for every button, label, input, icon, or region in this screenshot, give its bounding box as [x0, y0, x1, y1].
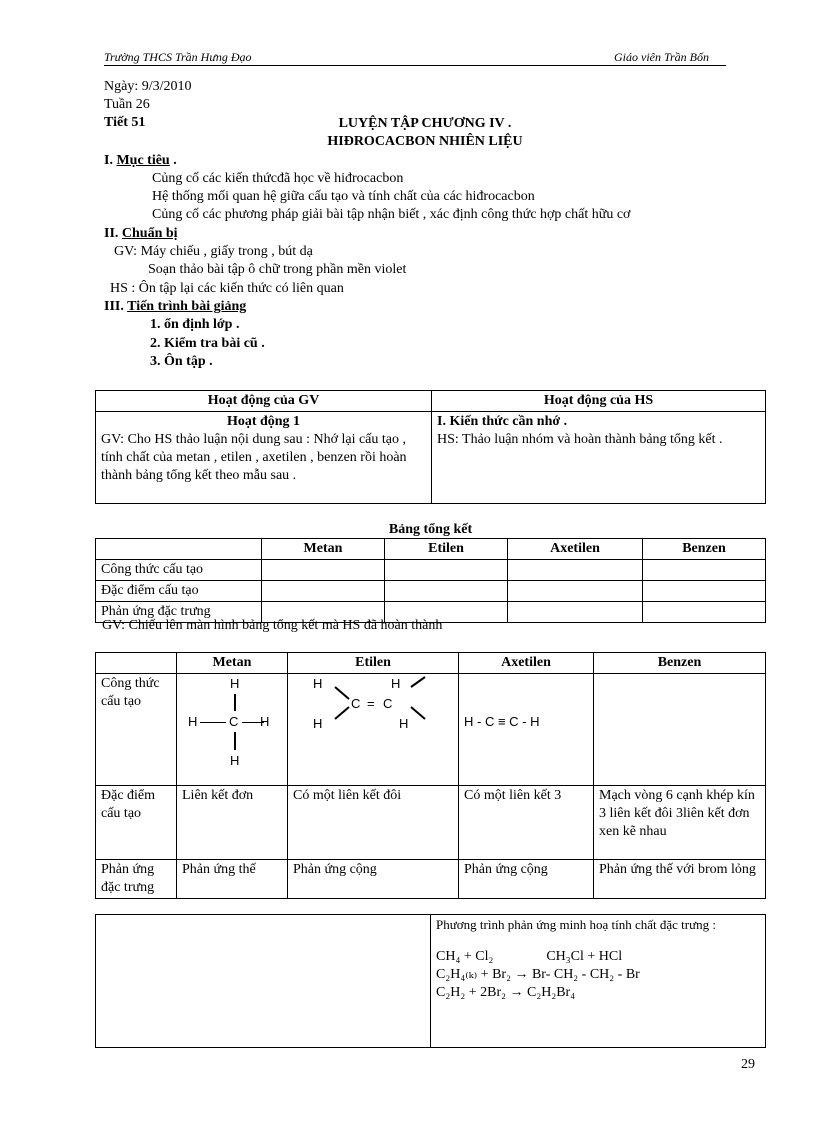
atom-c: C	[351, 696, 361, 711]
filled-table	[95, 652, 766, 899]
filled-cell: Có một liên kết 3	[459, 786, 594, 860]
process-heading-num: III.	[104, 299, 124, 314]
projection-note: GV: Chiếu lên màn hình bảng tổng kết mà HS đã hoàn thành	[102, 618, 443, 633]
activity-gv-text: GV: Cho HS thảo luận nội dung sau : Nhớ lại cấu tạo , tính chất của metan , etilen , axetilen , benzen rồi hoàn thành bảng tổng kết theo mẫu sau .	[101, 432, 407, 483]
prep-hs-line: HS : Ôn tập lại các kiến thức có liên quan	[110, 281, 344, 296]
activity-col-gv: Hoạt động của GV	[96, 391, 432, 412]
equation-2: C₂H₄₍ₖ₎ + Br₂ → Br- CH₂ - CH₂ - Br	[436, 967, 640, 982]
table-row	[96, 560, 766, 581]
table-row	[96, 581, 766, 602]
summary-row-label: Đặc điểm cấu tạo	[96, 581, 262, 602]
lesson-number: Tiết 51	[104, 115, 146, 130]
objectives-heading-text: Mục tiêu	[116, 153, 170, 168]
activity-hs-cell	[432, 412, 766, 504]
objective-item: Hệ thống mối quan hệ giữa cấu tạo và tính chất của các hiđrocacbon	[152, 189, 535, 204]
teacher-name: Giáo viên Trần Bốn	[614, 50, 709, 64]
atom-c: C	[383, 696, 393, 711]
objectives-heading	[104, 152, 177, 170]
table-row	[96, 860, 766, 899]
page-number: 29	[741, 1057, 755, 1072]
equations-empty-cell	[96, 915, 431, 1048]
atom-c: C	[229, 714, 239, 729]
double-bond: =	[367, 696, 375, 711]
title-line-1: LUYỆN TẬP CHƯƠNG IV .	[338, 116, 512, 131]
atom-h: H	[230, 753, 240, 768]
equation-1-right: CH₃Cl + HCl	[546, 949, 623, 964]
activity-table	[95, 390, 766, 504]
filled-cell: Liên kết đơn	[177, 786, 288, 860]
activity-hs-text: HS: Thảo luận nhóm và hoàn thành bảng tổng kết .	[437, 432, 723, 447]
filled-cell: Phản ứng thế	[177, 860, 288, 899]
metan-structure	[177, 674, 288, 786]
summary-col-header: Metan	[262, 539, 385, 560]
activity-hs-title: I. Kiến thức cần nhớ .	[437, 414, 568, 429]
school-name: Trường THCS Trần Hưng Đạo	[104, 50, 252, 64]
filled-col-header: Benzen	[594, 653, 766, 674]
atom-h: H	[313, 716, 323, 731]
summary-col-header: Benzen	[643, 539, 766, 560]
atom-h: H	[260, 714, 270, 729]
summary-col-header: Etilen	[385, 539, 508, 560]
prep-gv-line-2: Soạn thảo bài tập ô chữ trong phần mền violet	[148, 262, 407, 277]
bond-line	[234, 732, 236, 750]
axetilen-formula: H - C ≡ C - H	[464, 714, 540, 729]
equations-table	[95, 914, 766, 1048]
process-heading-text: Tiến trình bài giảng	[127, 299, 247, 314]
bond-line	[234, 694, 236, 711]
objectives-heading-num: I.	[104, 153, 113, 168]
summary-row-label: Phản ứng đặc trưng	[96, 602, 262, 623]
summary-caption: Bảng tổng kết	[388, 522, 473, 537]
atom-h: H	[230, 676, 240, 691]
filled-cell: Có một liên kết đôi	[288, 786, 459, 860]
process-step: 3. Ôn tập .	[150, 354, 213, 369]
filled-col-header: Metan	[177, 653, 288, 674]
bond-line	[200, 722, 226, 723]
summary-col-header: Axetilen	[508, 539, 643, 560]
axetilen-structure	[459, 674, 594, 786]
table-row	[96, 674, 766, 786]
summary-row-label: Công thức cấu tạo	[96, 560, 262, 581]
atom-h: H	[391, 676, 401, 691]
equations-cell	[431, 915, 766, 1048]
preparation-heading	[104, 225, 178, 243]
filled-cell	[594, 786, 766, 860]
preparation-heading-num: II.	[104, 226, 119, 241]
objectives-heading-tail: .	[169, 153, 177, 168]
activity-col-hs: Hoạt động của HS	[432, 391, 766, 412]
filled-cell: Phản ứng cộng	[288, 860, 459, 899]
equations-intro: Phương trình phản ứng minh hoạ tính chất đặc trưng :	[436, 917, 717, 932]
title-line-2: HIĐROCACBON NHIÊN LIỆU	[327, 134, 523, 149]
benzen-structure	[594, 674, 766, 786]
activity-gv-title: Hoạt động 1	[226, 414, 301, 429]
process-step: 2. Kiểm tra bài cũ .	[150, 336, 265, 351]
filled-row-label: Phản ứng đặc trưng	[96, 860, 177, 899]
objective-item: Củng cố các kiến thứcđã học về hiđrocacbon	[152, 171, 404, 186]
filled-cell: Phản ứng cộng	[459, 860, 594, 899]
date: Ngày: 9/3/2010	[104, 79, 192, 94]
objective-item: Củng cố các phương pháp giải bài tập nhận biết , xác định công thức hợp chất hữu cơ	[152, 207, 631, 222]
filled-col-header	[96, 653, 177, 674]
equation-3: C₂H₂ + 2Br₂ → C₂H₂Br₄	[436, 985, 576, 1000]
benzen-feature: 3 liên kết đôi 3liên kết đơn xen kẽ nhau	[599, 806, 750, 839]
prep-gv-line: GV: Máy chiếu , giấy trong , bút dạ	[114, 244, 313, 259]
atom-h: H	[313, 676, 323, 691]
summary-table	[95, 538, 766, 623]
table-row	[96, 786, 766, 860]
header-rule	[104, 65, 726, 66]
summary-col-header	[96, 539, 262, 560]
equation-1	[436, 948, 760, 966]
week: Tuần 26	[104, 97, 150, 112]
process-heading	[104, 298, 246, 316]
filled-col-header: Etilen	[288, 653, 459, 674]
etilen-structure	[288, 674, 459, 786]
preparation-heading-text: Chuẩn bị	[121, 226, 178, 241]
atom-h: H	[399, 716, 409, 731]
filled-col-header: Axetilen	[459, 653, 594, 674]
equation-1-left: CH₄ + Cl₂	[436, 949, 494, 964]
atom-h: H	[188, 714, 198, 729]
process-step: 1. ổn định lớp .	[150, 317, 240, 332]
filled-cell: Phản ứng thế với brom lỏng	[594, 860, 766, 899]
benzen-feature: Mạch vòng 6 cạnh khép kín	[599, 788, 755, 803]
activity-gv-cell	[96, 412, 432, 504]
filled-row-label: Công thức cấu tạo	[96, 674, 177, 786]
filled-row-label: Đặc điểm cấu tạo	[96, 786, 177, 860]
